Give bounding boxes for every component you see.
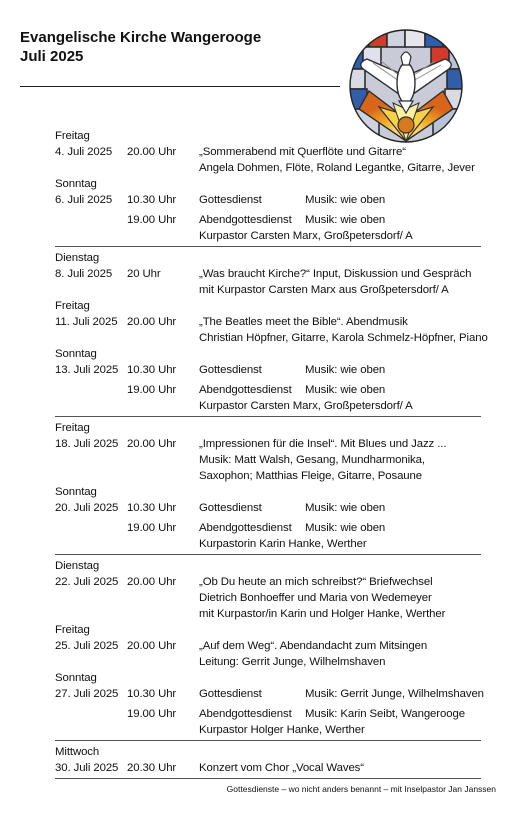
footer-divider xyxy=(55,778,481,779)
description-line: Kurpastorin Karin Hanke, Werther xyxy=(199,538,367,550)
event-date: 4. Juli 2025 xyxy=(55,146,113,158)
event-date xyxy=(55,382,127,414)
service-line xyxy=(199,686,484,702)
description-line: mit Kurpastor Carsten Marx aus Großpetersdorf/ A xyxy=(199,284,449,296)
music-info: Musik: wie oben xyxy=(305,214,386,226)
music-info: Musik: Karin Seibt, Wangerooge xyxy=(305,708,465,720)
event-time: 10.30 Uhr xyxy=(127,688,177,700)
description-line: Saxophon; Matthias Fleige, Gitarre, Posaune xyxy=(199,470,423,482)
event-date xyxy=(55,706,127,738)
event-row xyxy=(55,500,481,516)
service-type: Gottesdienst xyxy=(199,688,262,700)
event-time: 19.00 Uhr xyxy=(127,214,177,226)
service-line xyxy=(199,706,481,722)
event-row xyxy=(55,192,481,208)
service-line xyxy=(199,362,481,378)
service-type: Abendgottesdienst xyxy=(199,384,292,396)
event-description xyxy=(199,192,481,208)
description-line: „Ob Du heute an mich schreibst?“ Briefwechsel xyxy=(199,576,433,588)
event-time: 20.00 Uhr xyxy=(127,640,177,652)
event-date: 22. Juli 2025 xyxy=(55,576,119,588)
music-info: Musik: wie oben xyxy=(305,384,386,396)
event-date: 25. Juli 2025 xyxy=(55,640,119,652)
event-time: 20.30 Uhr xyxy=(127,762,177,774)
footer-note: Gottesdienste – wo nicht anders benannt – mit Inselpastor Jan Janssen xyxy=(226,784,496,794)
weekday-label: Freitag xyxy=(55,130,90,142)
event-description xyxy=(199,382,481,414)
description-line: Leitung: Gerrit Junge, Wilhelmshaven xyxy=(199,656,386,668)
day-divider xyxy=(55,554,481,555)
description-line: Christian Höpfner, Gitarre, Karola Schmelz-Höpfner, Piano xyxy=(199,332,488,344)
service-type: Abendgottesdienst xyxy=(199,522,292,534)
event-description xyxy=(199,500,481,516)
event-description xyxy=(199,314,488,346)
event-date: 8. Juli 2025 xyxy=(55,268,113,280)
schedule-day xyxy=(55,346,481,414)
page-title xyxy=(20,28,261,66)
event-time: 20.00 Uhr xyxy=(127,146,177,158)
event-description xyxy=(199,706,481,738)
event-description xyxy=(199,638,481,670)
schedule-day xyxy=(55,250,481,298)
event-row xyxy=(55,760,481,776)
event-date xyxy=(55,520,127,552)
event-time: 20 Uhr xyxy=(127,268,161,280)
event-description xyxy=(199,436,481,484)
service-type: Gottesdienst xyxy=(199,364,262,376)
event-time: 10.30 Uhr xyxy=(127,364,177,376)
day-divider xyxy=(55,246,481,247)
day-divider xyxy=(55,740,481,741)
event-description xyxy=(199,266,481,298)
description-line: Musik: Matt Walsh, Gesang, Mundharmonika, xyxy=(199,454,425,466)
event-description xyxy=(199,144,481,176)
event-date: 6. Juli 2025 xyxy=(55,194,113,206)
event-date: 18. Juli 2025 xyxy=(55,438,119,450)
title-line-2: Juli 2025 xyxy=(20,48,84,65)
description-line: Konzert vom Chor „Vocal Waves“ xyxy=(199,762,364,774)
weekday-label: Dienstag xyxy=(55,560,100,572)
service-type: Abendgottesdienst xyxy=(199,214,292,226)
event-row xyxy=(55,520,481,552)
title-line-1: Evangelische Kirche Wangerooge xyxy=(20,29,262,46)
music-info: Musik: Gerrit Junge, Wilhelmshaven xyxy=(305,688,484,700)
description-line: „Auf dem Weg“. Abendandacht zum Mitsingen xyxy=(199,640,428,652)
weekday-label: Sonntag xyxy=(55,348,97,360)
service-line xyxy=(199,192,481,208)
event-date: 13. Juli 2025 xyxy=(55,364,119,376)
event-row xyxy=(55,144,481,176)
event-row xyxy=(55,638,481,670)
description-line: „Sommerabend mit Querflöte und Gitarre“ xyxy=(199,146,406,158)
event-time: 20.00 Uhr xyxy=(127,576,177,588)
event-time: 19.00 Uhr xyxy=(127,708,177,720)
schedule-day xyxy=(55,176,481,244)
weekday-label: Freitag xyxy=(55,300,90,312)
music-info: Musik: wie oben xyxy=(305,522,386,534)
event-row xyxy=(55,266,481,298)
stained-glass-dove-icon xyxy=(349,29,463,143)
schedule xyxy=(55,128,488,776)
description-line: Dietrich Bonhoeffer und Maria von Wedemeyer xyxy=(199,592,432,604)
description-line: „Was braucht Kirche?“ Input, Diskussion und Gespräch xyxy=(199,268,472,280)
event-row xyxy=(55,212,481,244)
event-description xyxy=(199,574,481,622)
schedule-day xyxy=(55,558,481,622)
event-time: 20.00 Uhr xyxy=(127,438,177,450)
service-line xyxy=(199,212,481,228)
weekday-label: Freitag xyxy=(55,624,90,636)
service-line xyxy=(199,500,481,516)
weekday-label: Sonntag xyxy=(55,672,97,684)
event-description xyxy=(199,362,481,378)
music-info: Musik: wie oben xyxy=(305,364,386,376)
schedule-day xyxy=(55,128,481,176)
event-date: 11. Juli 2025 xyxy=(55,316,118,328)
schedule-day xyxy=(55,420,481,484)
event-description xyxy=(199,686,484,702)
event-date xyxy=(55,212,127,244)
description-line: Kurpastor Carsten Marx, Großpetersdorf/ A xyxy=(199,400,413,412)
service-type: Gottesdienst xyxy=(199,194,262,206)
description-line: Kurpastor Carsten Marx, Großpetersdorf/ A xyxy=(199,230,413,242)
event-time: 20.00 Uhr xyxy=(127,316,177,328)
service-type: Gottesdienst xyxy=(199,502,262,514)
schedule-day xyxy=(55,484,481,552)
event-row xyxy=(55,362,481,378)
schedule-day xyxy=(55,622,481,670)
weekday-label: Mittwoch xyxy=(55,746,100,758)
weekday-label: Freitag xyxy=(55,422,90,434)
event-date: 27. Juli 2025 xyxy=(55,688,119,700)
weekday-label: Sonntag xyxy=(55,178,97,190)
event-time: 10.30 Uhr xyxy=(127,194,177,206)
service-line xyxy=(199,520,481,536)
weekday-label: Sonntag xyxy=(55,486,97,498)
service-line xyxy=(199,382,481,398)
music-info: Musik: wie oben xyxy=(305,502,386,514)
schedule-day xyxy=(55,744,481,776)
event-row xyxy=(55,314,488,346)
service-type: Abendgottesdienst xyxy=(199,708,292,720)
event-row xyxy=(55,574,481,622)
event-row xyxy=(55,706,481,738)
event-date: 30. Juli 2025 xyxy=(55,762,119,774)
event-time: 19.00 Uhr xyxy=(127,384,177,396)
event-row xyxy=(55,382,481,414)
event-description xyxy=(199,760,481,776)
description-line: Kurpastor Holger Hanke, Werther xyxy=(199,724,365,736)
description-line: Angela Dohmen, Flöte, Roland Legantke, Gitarre, Jever xyxy=(199,162,475,174)
schedule-day xyxy=(55,670,484,738)
event-description xyxy=(199,520,481,552)
description-line: „The Beatles meet the Bible“. Abendmusik xyxy=(199,316,408,328)
event-row xyxy=(55,686,484,702)
event-time: 19.00 Uhr xyxy=(127,522,177,534)
description-line: mit Kurpastor/in Karin und Holger Hanke, Werther xyxy=(199,608,446,620)
event-description xyxy=(199,212,481,244)
event-time: 10.30 Uhr xyxy=(127,502,177,514)
event-date: 20. Juli 2025 xyxy=(55,502,119,514)
event-row xyxy=(55,436,481,484)
description-line: „Impressionen für die Insel“. Mit Blues und Jazz ... xyxy=(199,438,447,450)
schedule-day xyxy=(55,298,488,346)
day-divider xyxy=(55,416,481,417)
weekday-label: Dienstag xyxy=(55,252,100,264)
title-divider xyxy=(20,86,340,87)
music-info: Musik: wie oben xyxy=(305,194,386,206)
